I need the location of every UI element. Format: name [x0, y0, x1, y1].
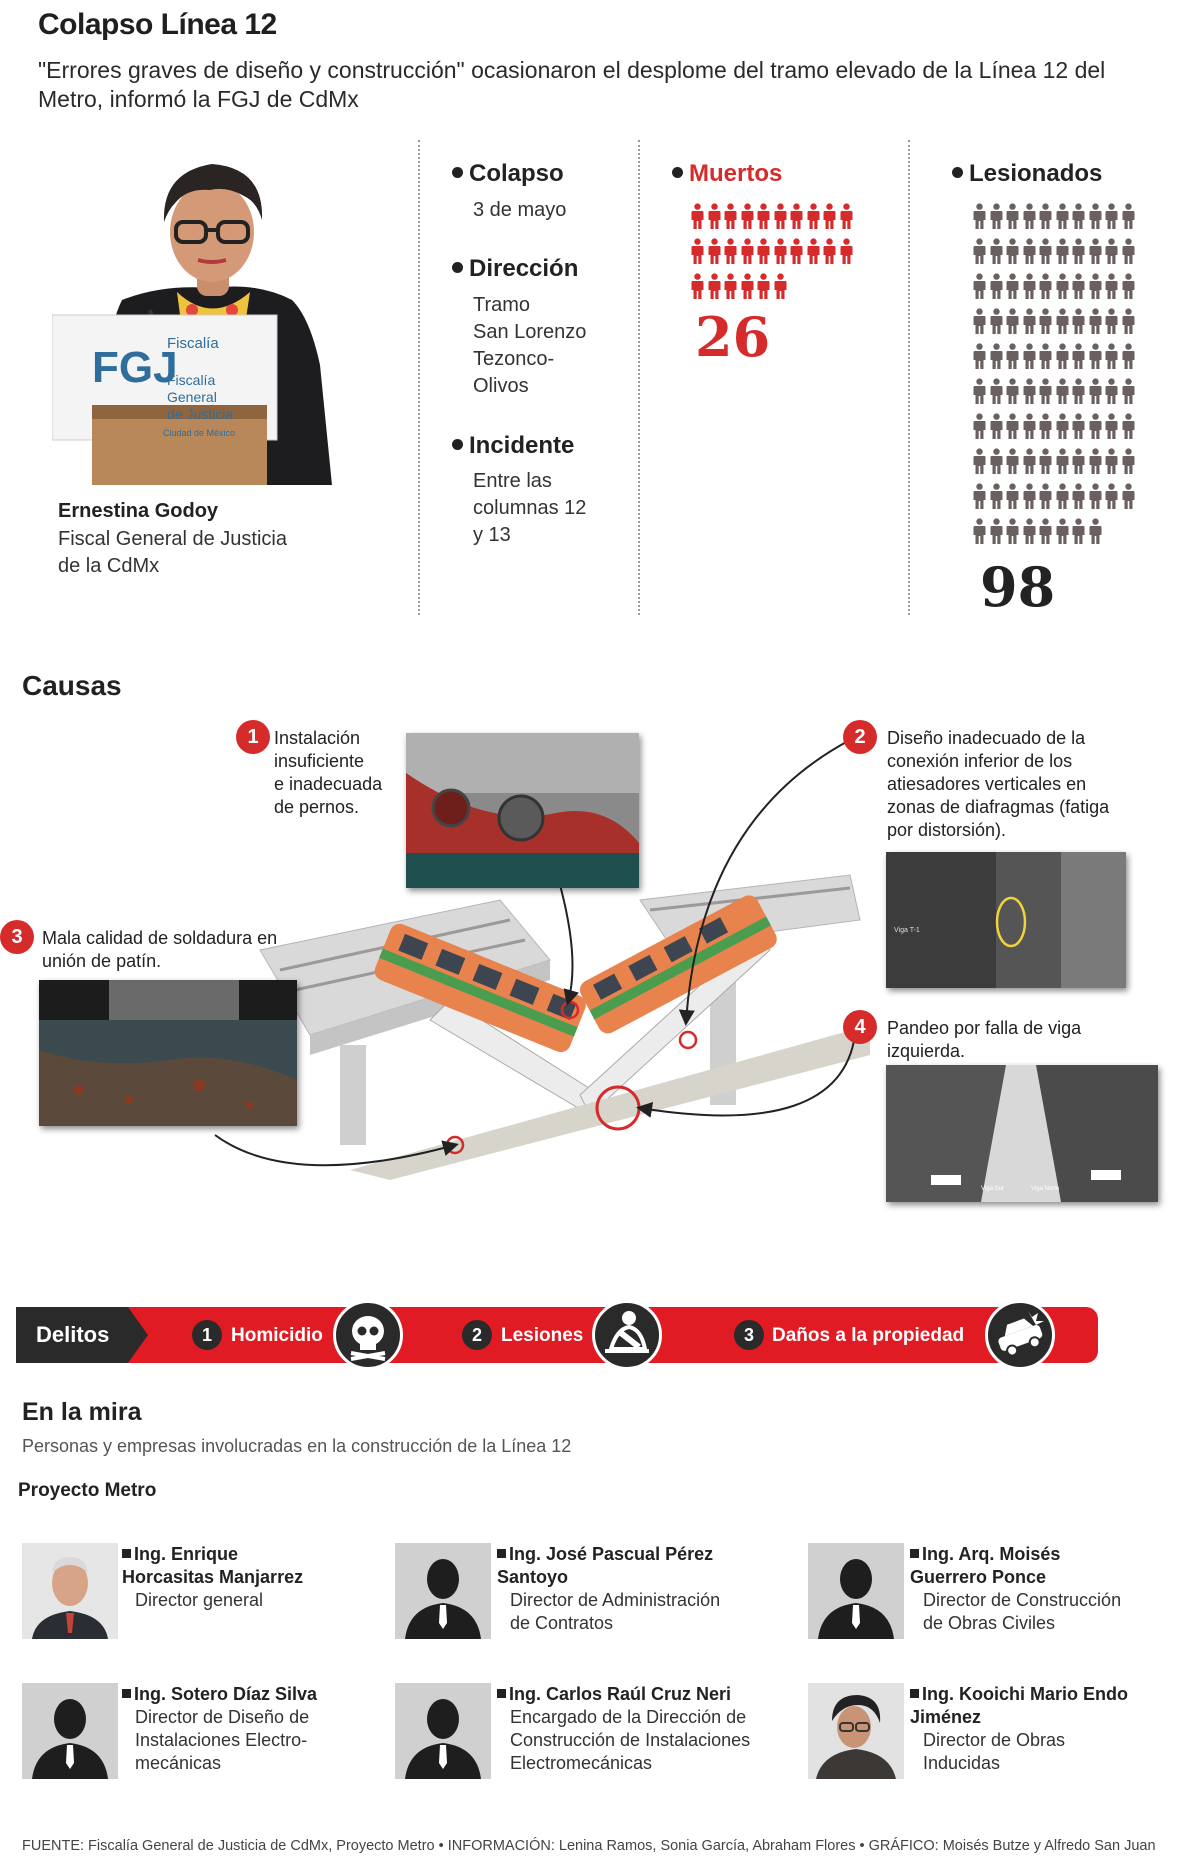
bullet-icon [122, 1689, 131, 1698]
person-role: Director de Obras Inducidas [923, 1730, 1066, 1773]
injured-person-icon [592, 1300, 662, 1370]
podium-logo: FGJ [92, 343, 178, 392]
cause-text-1: Instalación insuficiente e inadecuada de pernos. [274, 728, 383, 817]
person-card [808, 1543, 904, 1639]
crime-number: 2 [462, 1320, 492, 1350]
person-card [808, 1683, 904, 1779]
cause-photo-buckling [886, 1065, 1158, 1202]
bullet-icon [910, 1689, 919, 1698]
cause-text-2: Diseño inadecuado de la conexión inferior de los atiesadores verticales en zonas de diafragmas (fatiga por distorsión). [887, 728, 1110, 840]
cause-photo-weld [39, 980, 297, 1126]
person-photo [22, 1543, 118, 1639]
deaths-label: Muertos [672, 160, 782, 188]
causes-title: Causas [22, 670, 122, 701]
fact-value-collapse: 3 de mayo [473, 199, 567, 221]
person-photo [808, 1683, 904, 1779]
fact-label-direction: Dirección [452, 255, 578, 283]
person-name: Ing. Sotero Díaz Silva [122, 1683, 317, 1706]
person-name: Ing. Kooichi Mario Endo Jiménez [910, 1684, 1128, 1727]
person-silhouette [22, 1683, 118, 1779]
person-name: Ing. José Pascual Pérez Santoyo [497, 1544, 714, 1587]
cause-number-badge: 1 [236, 720, 270, 754]
person-silhouette [395, 1683, 491, 1779]
cause-photo-stiffener [886, 852, 1126, 988]
injured-count: 98 [980, 555, 1056, 619]
damaged-car-icon [985, 1300, 1055, 1370]
cause-photo-bolts [406, 733, 639, 888]
crime-label-injuries: Lesiones [501, 1325, 584, 1346]
fact-label-incident: Incidente [452, 432, 574, 460]
page-subtitle: "Errores graves de diseño y construcción" ocasionaron el desplome del tramo elevado de la Línea 12 del Metro, informó la FGJ de CdMx [38, 57, 1106, 112]
person-role: Director de Diseño de Instalaciones Electro- mecánicas [135, 1707, 310, 1773]
person-role: Director general [135, 1590, 264, 1610]
bullet-icon [497, 1689, 506, 1698]
cause-text-3: Mala calidad de soldadura en unión de patín. [42, 928, 278, 971]
crime-label-property-damage: Daños a la propiedad [772, 1325, 965, 1346]
crimes-label: Delitos [36, 1322, 110, 1347]
person-card [395, 1683, 491, 1779]
photo-caption: Viga Sur [981, 1186, 1004, 1192]
fact-label-collapse: Colapso [452, 160, 564, 188]
person-name: Ing. Enrique Horcasitas Manjarrez [122, 1544, 304, 1587]
person-name: Ing. Carlos Raúl Cruz Neri [497, 1683, 731, 1706]
bullet-icon [497, 1549, 506, 1558]
crime-number: 1 [192, 1320, 222, 1350]
footer-credits: FUENTE: Fiscalía General de Justicia de CdMx, Proyecto Metro • INFORMACIÓN: Lenina Ramos, Sonia García, Abraham Flores • GRÁFICO: Moisés Butze y Alfredo San Juan [22, 1838, 1156, 1854]
podium-small-text: Ciudad de México [163, 428, 236, 438]
fact-value-direction: Tramo San Lorenzo Tezonco- Olivos [473, 294, 587, 397]
person-card [22, 1683, 118, 1779]
person-silhouette [808, 1543, 904, 1639]
cause-text-4: Pandeo por falla de viga izquierda. [887, 1018, 1082, 1061]
person-card [22, 1543, 118, 1639]
deaths-count: 26 [695, 305, 771, 369]
official-name: Ernestina Godoy [58, 500, 219, 522]
person-role: Director de Administración de Contratos [510, 1590, 721, 1633]
podium-text: Fiscalía General de Justicia [167, 372, 234, 422]
section-title: En la mira [22, 1398, 142, 1426]
photo-caption: Viga T-1 [894, 927, 920, 934]
person-role: Director de Construcción de Obras Civiles [923, 1590, 1122, 1633]
person-card [395, 1543, 491, 1639]
cause-number-badge: 3 [0, 920, 34, 954]
bullet-icon [122, 1549, 131, 1558]
skull-icon [333, 1300, 403, 1370]
person-name: Ing. Arq. Moisés Guerrero Ponce [910, 1544, 1061, 1587]
group-label: Proyecto Metro [18, 1480, 157, 1501]
crime-number: 3 [734, 1320, 764, 1350]
fact-value-incident: Entre las columnas 12 y 13 [473, 470, 587, 546]
official-role: Fiscal General de Justicia de la CdMx [58, 528, 287, 577]
person-role: Encargado de la Dirección de Construcción de Instalaciones Electromecánicas [510, 1707, 751, 1773]
bullet-icon [910, 1549, 919, 1558]
injured-label: Lesionados [952, 160, 1102, 188]
person-silhouette [395, 1543, 491, 1639]
page-title: Colapso Línea 12 [38, 8, 277, 41]
cause-number-badge: 2 [843, 720, 877, 754]
crime-label-homicide: Homicidio [231, 1325, 323, 1346]
photo-caption: Viga Norte [1031, 1186, 1060, 1192]
cause-number-badge: 4 [843, 1010, 877, 1044]
section-subtitle: Personas y empresas involucradas en la construcción de la Línea 12 [22, 1436, 572, 1456]
svg-text:Fiscalía: Fiscalía [167, 335, 219, 352]
